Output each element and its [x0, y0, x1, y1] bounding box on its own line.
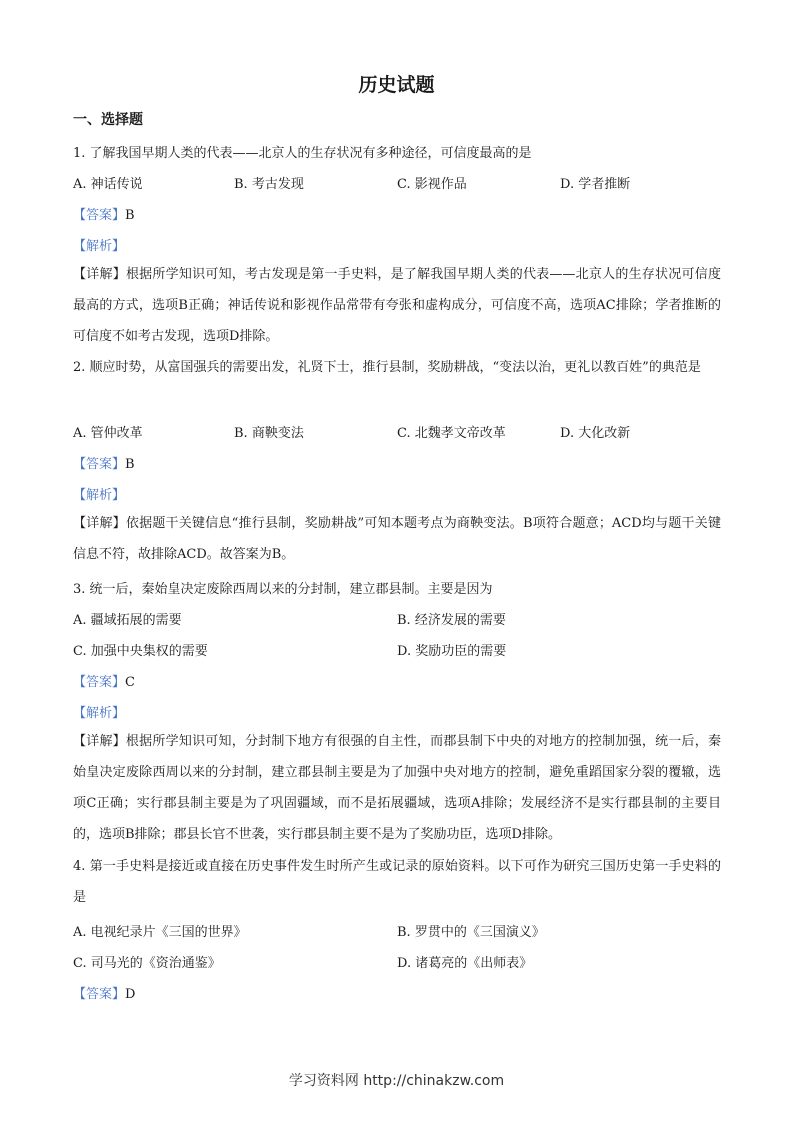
q3-option-d: D. 奖励功臣的需要 — [397, 644, 507, 659]
q4-option-a: A. 电视纪录片《三国的世界》 — [73, 925, 247, 940]
q2-analysis-tag: 【解析】 — [73, 488, 126, 503]
answer-tag: 【答案】 — [73, 457, 126, 472]
q2-option-b: B. 商鞅变法 — [234, 426, 304, 441]
q1-option-a: A. 神话传说 — [73, 177, 143, 192]
answer-tag: 【答案】 — [73, 675, 126, 690]
q4-answer — [73, 983, 135, 1002]
q2-option-d: D. 大化改新 — [560, 426, 631, 441]
section-heading: 一、选择题 — [73, 112, 143, 128]
q4-option-b: B. 罗贯中的《三国演义》 — [397, 925, 545, 940]
answer-value: D — [125, 987, 136, 1002]
q1-answer — [73, 204, 135, 223]
q2-detail — [73, 508, 721, 570]
answer-value: C — [125, 675, 135, 690]
q1-option-d: D. 学者推断 — [560, 177, 631, 192]
detail-text: 依据题干关键信息“推行县制，奖励耕战”可知本题考点为商鞅变法。B项符合题意；ACD均与题干关键信息不符，故排除ACD。故答案为B。 — [73, 516, 721, 562]
q3-stem: 3. 统一后，秦始皇决定废除西周以来的分封制，建立郡县制。主要是因为 — [73, 582, 493, 597]
detail-text: 根据所学知识可知，考古发现是第一手史料，是了解我国早期人类的代表——北京人的生存状况可信度最高的方式，选项B正确；神话传说和影视作品常带有夸张和虚构成分，可信度不高，选项AC排除；学者推断的可信度不如考古发现，选项D排除。 — [73, 267, 721, 344]
q2-option-a: A. 管仲改革 — [73, 426, 143, 441]
q4-option-c: C. 司马光的《资治通鉴》 — [73, 956, 221, 971]
q1-stem: 1. 了解我国早期人类的代表——北京人的生存状况有多种途径，可信度最高的是 — [73, 146, 532, 161]
footer-watermark: 学习资料网 http://chinakzw.com — [288, 1073, 505, 1089]
q2-answer — [73, 453, 135, 472]
answer-tag: 【答案】 — [73, 987, 126, 1002]
answer-value: B — [125, 457, 135, 472]
q3-answer — [73, 671, 135, 690]
q3-analysis-tag: 【解析】 — [73, 706, 126, 721]
detail-tag: 【详解】 — [73, 516, 126, 531]
q1-analysis-tag: 【解析】 — [73, 239, 126, 254]
q3-option-b: B. 经济发展的需要 — [397, 613, 506, 628]
answer-value: B — [125, 208, 135, 223]
q3-detail — [73, 726, 721, 850]
q3-option-a: A. 疆域拓展的需要 — [73, 613, 182, 628]
q1-option-b: B. 考古发现 — [234, 177, 304, 192]
q1-option-c: C. 影视作品 — [397, 177, 467, 192]
page-title: 历史试题 — [358, 74, 435, 96]
q4-option-d: D. 诸葛亮的《出师表》 — [397, 956, 533, 971]
q2-stem: 2. 顺应时势，从富国强兵的需要出发，礼贤下士，推行县制，奖励耕战，“变法以治，更礼以教百姓”的典范是 — [73, 360, 701, 375]
detail-text: 根据所学知识可知，分封制下地方有很强的自主性，而郡县制下中央的对地方的控制加强，统一后，秦始皇决定废除西周以来的分封制，建立郡县制主要是为了加强中央对地方的控制，避免重蹈国家分裂的覆辙，选项C正确；实行郡县制主要是为了巩固疆域，而不是拓展疆域，选项A排除；发展经济不是实行郡县制的主要目的，选项B排除；郡县长官不世袭，实行郡县制主要不是为了奖励功臣，选项D排除。 — [73, 734, 721, 842]
q1-detail — [73, 259, 721, 352]
answer-tag: 【答案】 — [73, 208, 126, 223]
q2-option-c: C. 北魏孝文帝改革 — [397, 426, 506, 441]
detail-tag: 【详解】 — [73, 267, 126, 282]
q3-option-c: C. 加强中央集权的需要 — [73, 644, 208, 659]
detail-tag: 【详解】 — [73, 734, 126, 749]
q4-stem: 4. 第一手史料是接近或直接在历史事件发生时所产生或记录的原始资料。以下可作为研究三国历史第一手史料的是 — [73, 859, 721, 905]
